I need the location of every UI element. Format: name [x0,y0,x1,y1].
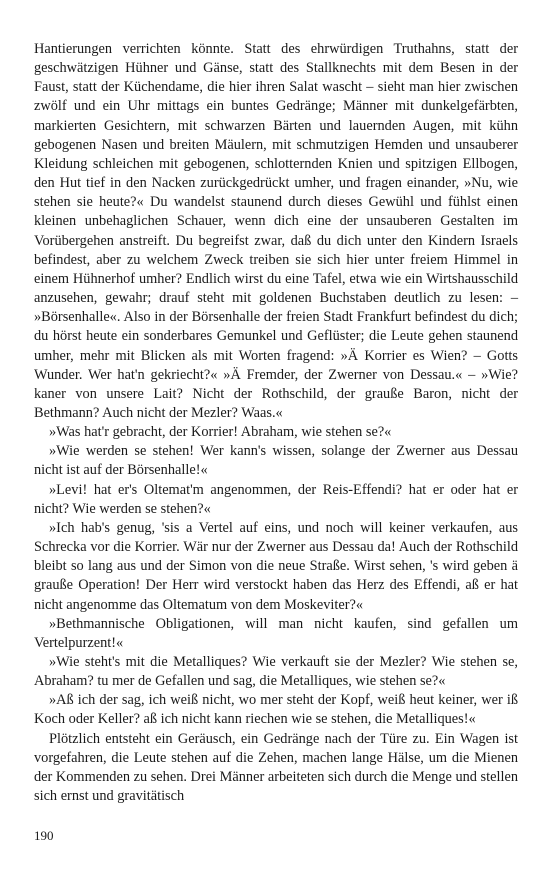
paragraph: »Wie steht's mit die Metalliques? Wie verkauft sie der Mezler? Wie stehen se, Abraham? tu mer de Gefallen und sag, die Metalliques, wie stehen se?« [34,654,518,690]
paragraph: Hantierungen verrichten könnte. Statt des ehrwürdigen Truthahns, statt der geschwätzigen Hühner und Gänse, statt des Stallknechts mit dem Besen in der Faust, statt der Küchendame, die hier ihren Salat wascht – sieht man hier zwischen zwölf und ein Uhr mittags ein buntes Gedränge; Männer mit dunkelgefärbten, markierten Gesichtern, mit schwarzen Bärten und lauernden Augen, mit kühn gebogenen Nasen und breiten Mäulern, mit schmutzigen Hemden und unsauberer Kleidung schleichen mit gebogenen, schlotternden Knien und spitzigen Ellbogen, den Hut tief in den Nacken zurückgedrückt umher, und fragen einander, »Nu, wie stehen sie heute?« Du wandelst staunend durch dieses Gewühl und fühlst einen kleinen unbehaglichen Schauer, wenn dich eine der unsauberen Gestalten im Vorübergehen anstreift. Du begreifst zwar, daß du dich unter den Kindern Israels befindest, aber zu welchem Zweck treiben sie sich hier unter freiem Himmel in einem Hühnerhof umher? Endlich wirst du eine Tafel, etwa wie ein Wirtshausschild anzusehen, gewahr; drauf steht mit goldenen Buchstaben deutlich zu lesen: – »Börsenhalle«. Also in der Börsenhalle der freien Stadt Frankfurt befindest du dich; du hörst heute ein sonderbares Gemunkel und Geflüster; die Leute gehen staunend umher, mehr mit Blicken als mit Worten fragend: »Ä Korrier es Wien? – Gotts Wunder. Wer hat'n gekriecht?« »Ä Fremder, der Zwerner von Dessau.« – »Wie? kaner von unsere Lait? Nicht der Rothschild, der grauße Baron, nicht der Bethmann? Auch nicht der Mezler? Waas.« [34,41,518,421]
paragraph: »Aß ich der sag, ich weiß nicht, wo mer steht der Kopf, weiß heut keiner, wer iß Koch oder Keller? aß ich nicht kann riechen wie se stehen, die Metalliques!« [34,692,518,728]
paragraph: Plötzlich entsteht ein Geräusch, ein Gedränge nach der Türe zu. Ein Wagen ist vorgefahren, die Leute stehen auf die Zehen, machen lange Hälse, um die Mienen der Kommenden zu sehen. Drei Männer arbeiteten sich durch die Menge und stellen sich ernst und gravitätisch [34,730,518,805]
paragraph: »Was hat'r gebracht, der Korrier! Abraham, wie stehen se?« [49,424,392,441]
paragraph: »Bethmannische Obligationen, will man nicht kaufen, sind gefallen um Vertelpurzent!« [34,615,518,651]
page-body [34,40,518,806]
page-number: 190 [34,828,54,843]
paragraph: »Ich hab's genug, 'sis a Vertel auf eins, und noch will keiner verkaufen, aus Schrecka vor die Korrier. Wär nur der Zwerner aus Dessau da! Auch der Rothschild bleibt so lang aus und der Simon von die neue Straße. Wirst sehen, 's wird geben ä grauße Operation! Der Herr wird verstockt haben das Herz des Effendi, aß er hat nicht angenomme das Oltematum von dem Moskeviter?« [34,519,518,613]
paragraph: »Wie werden se stehen! Wer kann's wissen, solange der Zwerner aus Dessau nicht ist auf der Börsenhalle!« [34,443,518,479]
paragraph: »Levi! hat er's Oltemat'm angenommen, der Reis-Effendi? hat er oder hat er nicht? Wie werden se stehen?« [34,481,518,517]
